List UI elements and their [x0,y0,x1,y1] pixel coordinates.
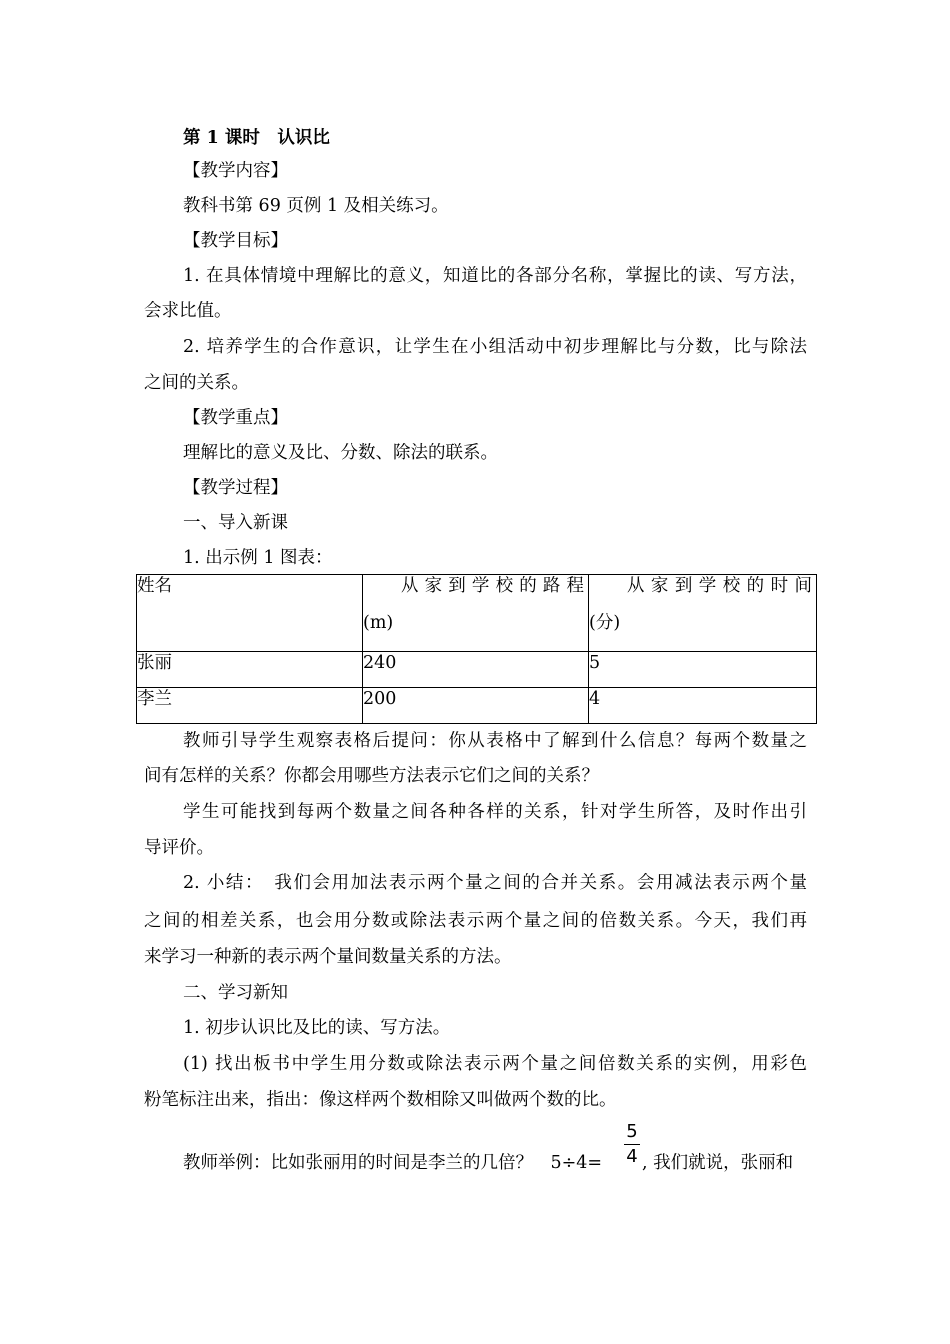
table-header-row [137,575,817,652]
section-heading: 【教学目标】 [183,231,288,251]
table-cell: 4 [589,688,817,724]
paragraph-line: , 我们就说，张丽和 [642,1153,794,1173]
fraction-numerator: 5 [626,1121,638,1142]
paragraph-line: 1. 在具体情境中理解比的意义，知道比的各部分名称，掌握比的读、写方法， [183,266,807,286]
paragraph-line: 导评价。 [144,838,214,858]
table-header-cell: 姓名 [137,575,363,652]
header-unit: (m) [363,613,394,633]
paragraph-line: 会求比值。 [144,301,232,321]
table-cell: 张丽 [137,652,363,688]
fraction-bar [624,1144,640,1145]
paragraph-line: 间有怎样的关系？你都会用哪些方法表示它们之间的关系？ [144,766,599,786]
table-header-cell [363,575,589,652]
paragraph-line: 来学习一种新的表示两个量间数量关系的方法。 [144,947,512,967]
paragraph-line: 之间的相差关系，也会用分数或除法表示两个量之间的倍数关系。今天，我们再 [144,911,807,931]
table-cell: 李兰 [137,688,363,724]
paragraph-line: 学生可能找到每两个数量之间各种各样的关系，针对学生所答，及时作出引 [183,802,807,822]
table-header-cell [589,575,817,652]
paragraph-line: 粉笔标注出来，指出：像这样两个数相除又叫做两个数的比。 [144,1090,617,1110]
fraction [624,1122,640,1167]
paragraph: 教科书第 69 页例 1 及相关练习。 [183,196,449,216]
section-heading: 【教学内容】 [183,161,288,181]
step-item: 1. 出示例 1 图表： [183,548,333,568]
paragraph-line: 教师举例：比如张丽用的时间是李兰的几倍？ 5÷4= [183,1153,603,1173]
section-heading: 【教学重点】 [183,408,288,428]
table-cell: 200 [363,688,589,724]
paragraph-line: 教师引导学生观察表格后提问：你从表格中了解到什么信息？每两个数量之 [183,731,807,751]
header-text: 从家到学校的路程 [401,576,584,596]
step-heading: 二、学习新知 [183,983,288,1003]
paragraph-line: 2. 小结： 我们会用加法表示两个量之间的合并关系。会用减法表示两个量 [183,873,807,893]
paragraph-line: 之间的关系。 [144,373,249,393]
table-row [137,688,817,724]
paragraph: 理解比的意义及比、分数、除法的联系。 [183,443,498,463]
data-table [136,574,817,724]
paragraph-line: (1) 找出板书中学生用分数或除法表示两个量之间倍数关系的实例，用彩色 [183,1054,807,1074]
lesson-title: 第 1 课时 认识比 [183,128,330,148]
table-row [137,652,817,688]
header-unit: (分) [589,613,621,633]
step-item: 1. 初步认识比及比的读、写方法。 [183,1018,451,1038]
table-cell: 240 [363,652,589,688]
table-cell: 5 [589,652,817,688]
header-text: 从家到学校的时间 [627,576,812,596]
section-heading: 【教学过程】 [183,478,288,498]
paragraph-line: 2. 培养学生的合作意识，让学生在小组活动中初步理解比与分数，比与除法 [183,337,807,357]
fraction-denominator: 4 [626,1146,638,1167]
step-heading: 一、导入新课 [183,513,288,533]
